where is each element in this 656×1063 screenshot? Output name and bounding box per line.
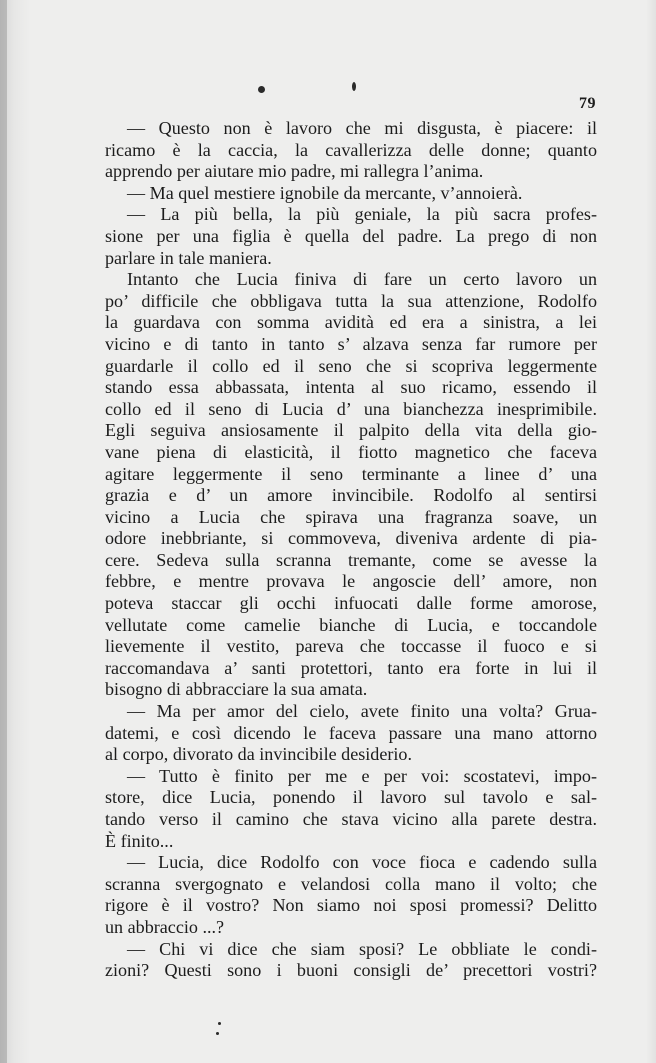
page-number: 79	[579, 95, 596, 112]
text-line: odore inebbriante, si commoveva, diveniva ardente di pia-	[105, 528, 597, 549]
text-line: È finito...	[105, 830, 174, 851]
text-line: raccomandava a’ santi protettori, tanto era forte in lui il	[105, 657, 597, 678]
text-line: parlare in tale maniera.	[105, 247, 272, 268]
text-line: la guardava con somma avidità ed era a sinistra, a lei	[105, 312, 597, 333]
text-line: vicino e di tanto in tanto s’ alzava senza far rumore per	[105, 333, 597, 354]
text-line: datemi, e così dicendo le faceva passare una mano attorno	[105, 722, 597, 743]
ink-speck	[258, 86, 265, 93]
text-line: guardarle il collo ed il seno che si scopriva leggermente	[105, 355, 597, 376]
text-line: vane piena di elasticità, il fiotto magnetico che faceva	[105, 441, 597, 462]
text-line: store, dice Lucia, ponendo il lavoro sul tavolo e sal-	[105, 787, 597, 808]
text-line: — Chi vi dice che siam sposi? Le obbliate le condi-	[127, 938, 597, 959]
text-line: — Lucia, dice Rodolfo con voce fioca e cadendo sulla	[127, 852, 597, 873]
text-line: — La più bella, la più geniale, la più sacra profes-	[127, 204, 597, 225]
text-line: grazia e d’ un amore invincibile. Rodolfo al sentirsi	[105, 485, 597, 506]
text-line: bisogno di abbracciare la sua amata.	[105, 679, 368, 700]
text-line: Intanto che Lucia finiva di fare un certo lavoro un	[127, 269, 597, 290]
text-line: un abbraccio ...?	[105, 916, 225, 937]
text-line: — Questo non è lavoro che mi disgusta, è piacere: il	[127, 118, 597, 138]
text-line: cere. Sedeva sulla scranna tremante, come se avesse la	[105, 549, 597, 570]
text-line: Egli seguiva ansiosamente il palpito della vita della gio-	[105, 420, 597, 441]
text-line: stando essa abbassata, intenta al suo ricamo, essendo il	[105, 377, 597, 398]
text-line: agitare leggermente il seno terminante a linee d’ una	[105, 463, 597, 484]
text-line: tando verso il camino che stava vicino alla parete destra.	[105, 809, 597, 829]
text-line: po’ difficile che obbligava tutta la sua attenzione, Rodolfo	[105, 290, 597, 311]
text-line: febbre, e mentre provava le angoscie dell’ amore, non	[105, 571, 597, 592]
body-text	[105, 118, 597, 982]
text-line: apprendo per aiutare mio padre, mi rallegra l’anima.	[105, 161, 484, 182]
text-line: ricamo è la caccia, la cavallerizza delle donne; quanto	[105, 139, 597, 160]
ink-speck	[216, 1032, 219, 1035]
text-line: vicino a Lucia che spirava una fragranza soave, un	[105, 506, 597, 527]
text-line: lievemente il vestito, pareva che toccasse il fuoco e si	[105, 636, 597, 657]
text-line: al corpo, divorato da invincibile desiderio.	[105, 744, 413, 765]
text-line: — Tutto è finito per me e per voi: scostatevi, impo-	[127, 765, 597, 786]
text-line: vellutate come camelie bianche di Lucia, e toccandole	[105, 614, 597, 635]
text-line: poteva staccar gli occhi infuocati dalle forme amorose,	[105, 593, 597, 614]
text-line: collo ed il seno di Lucia d’ una bianchezza inesprimibile.	[105, 398, 597, 419]
ink-speck	[218, 1022, 221, 1025]
text-line: — Ma quel mestiere ignobile da mercante, v’annoierà.	[127, 182, 523, 203]
text-line: zioni? Questi sono i buoni consigli de’ precettori vostri?	[105, 960, 597, 981]
text-line: rigore è il vostro? Non siamo noi sposi promessi? Delitto	[105, 895, 597, 916]
page-binding-edge	[0, 0, 7, 1063]
text-line: scranna svergognato e velandosi colla mano il volto; che	[105, 873, 597, 894]
ink-speck	[352, 82, 356, 91]
text-line: sione per una figlia è quella del padre. La prego di non	[105, 225, 597, 246]
text-line: — Ma per amor del cielo, avete finito una volta? Grua-	[127, 701, 597, 722]
